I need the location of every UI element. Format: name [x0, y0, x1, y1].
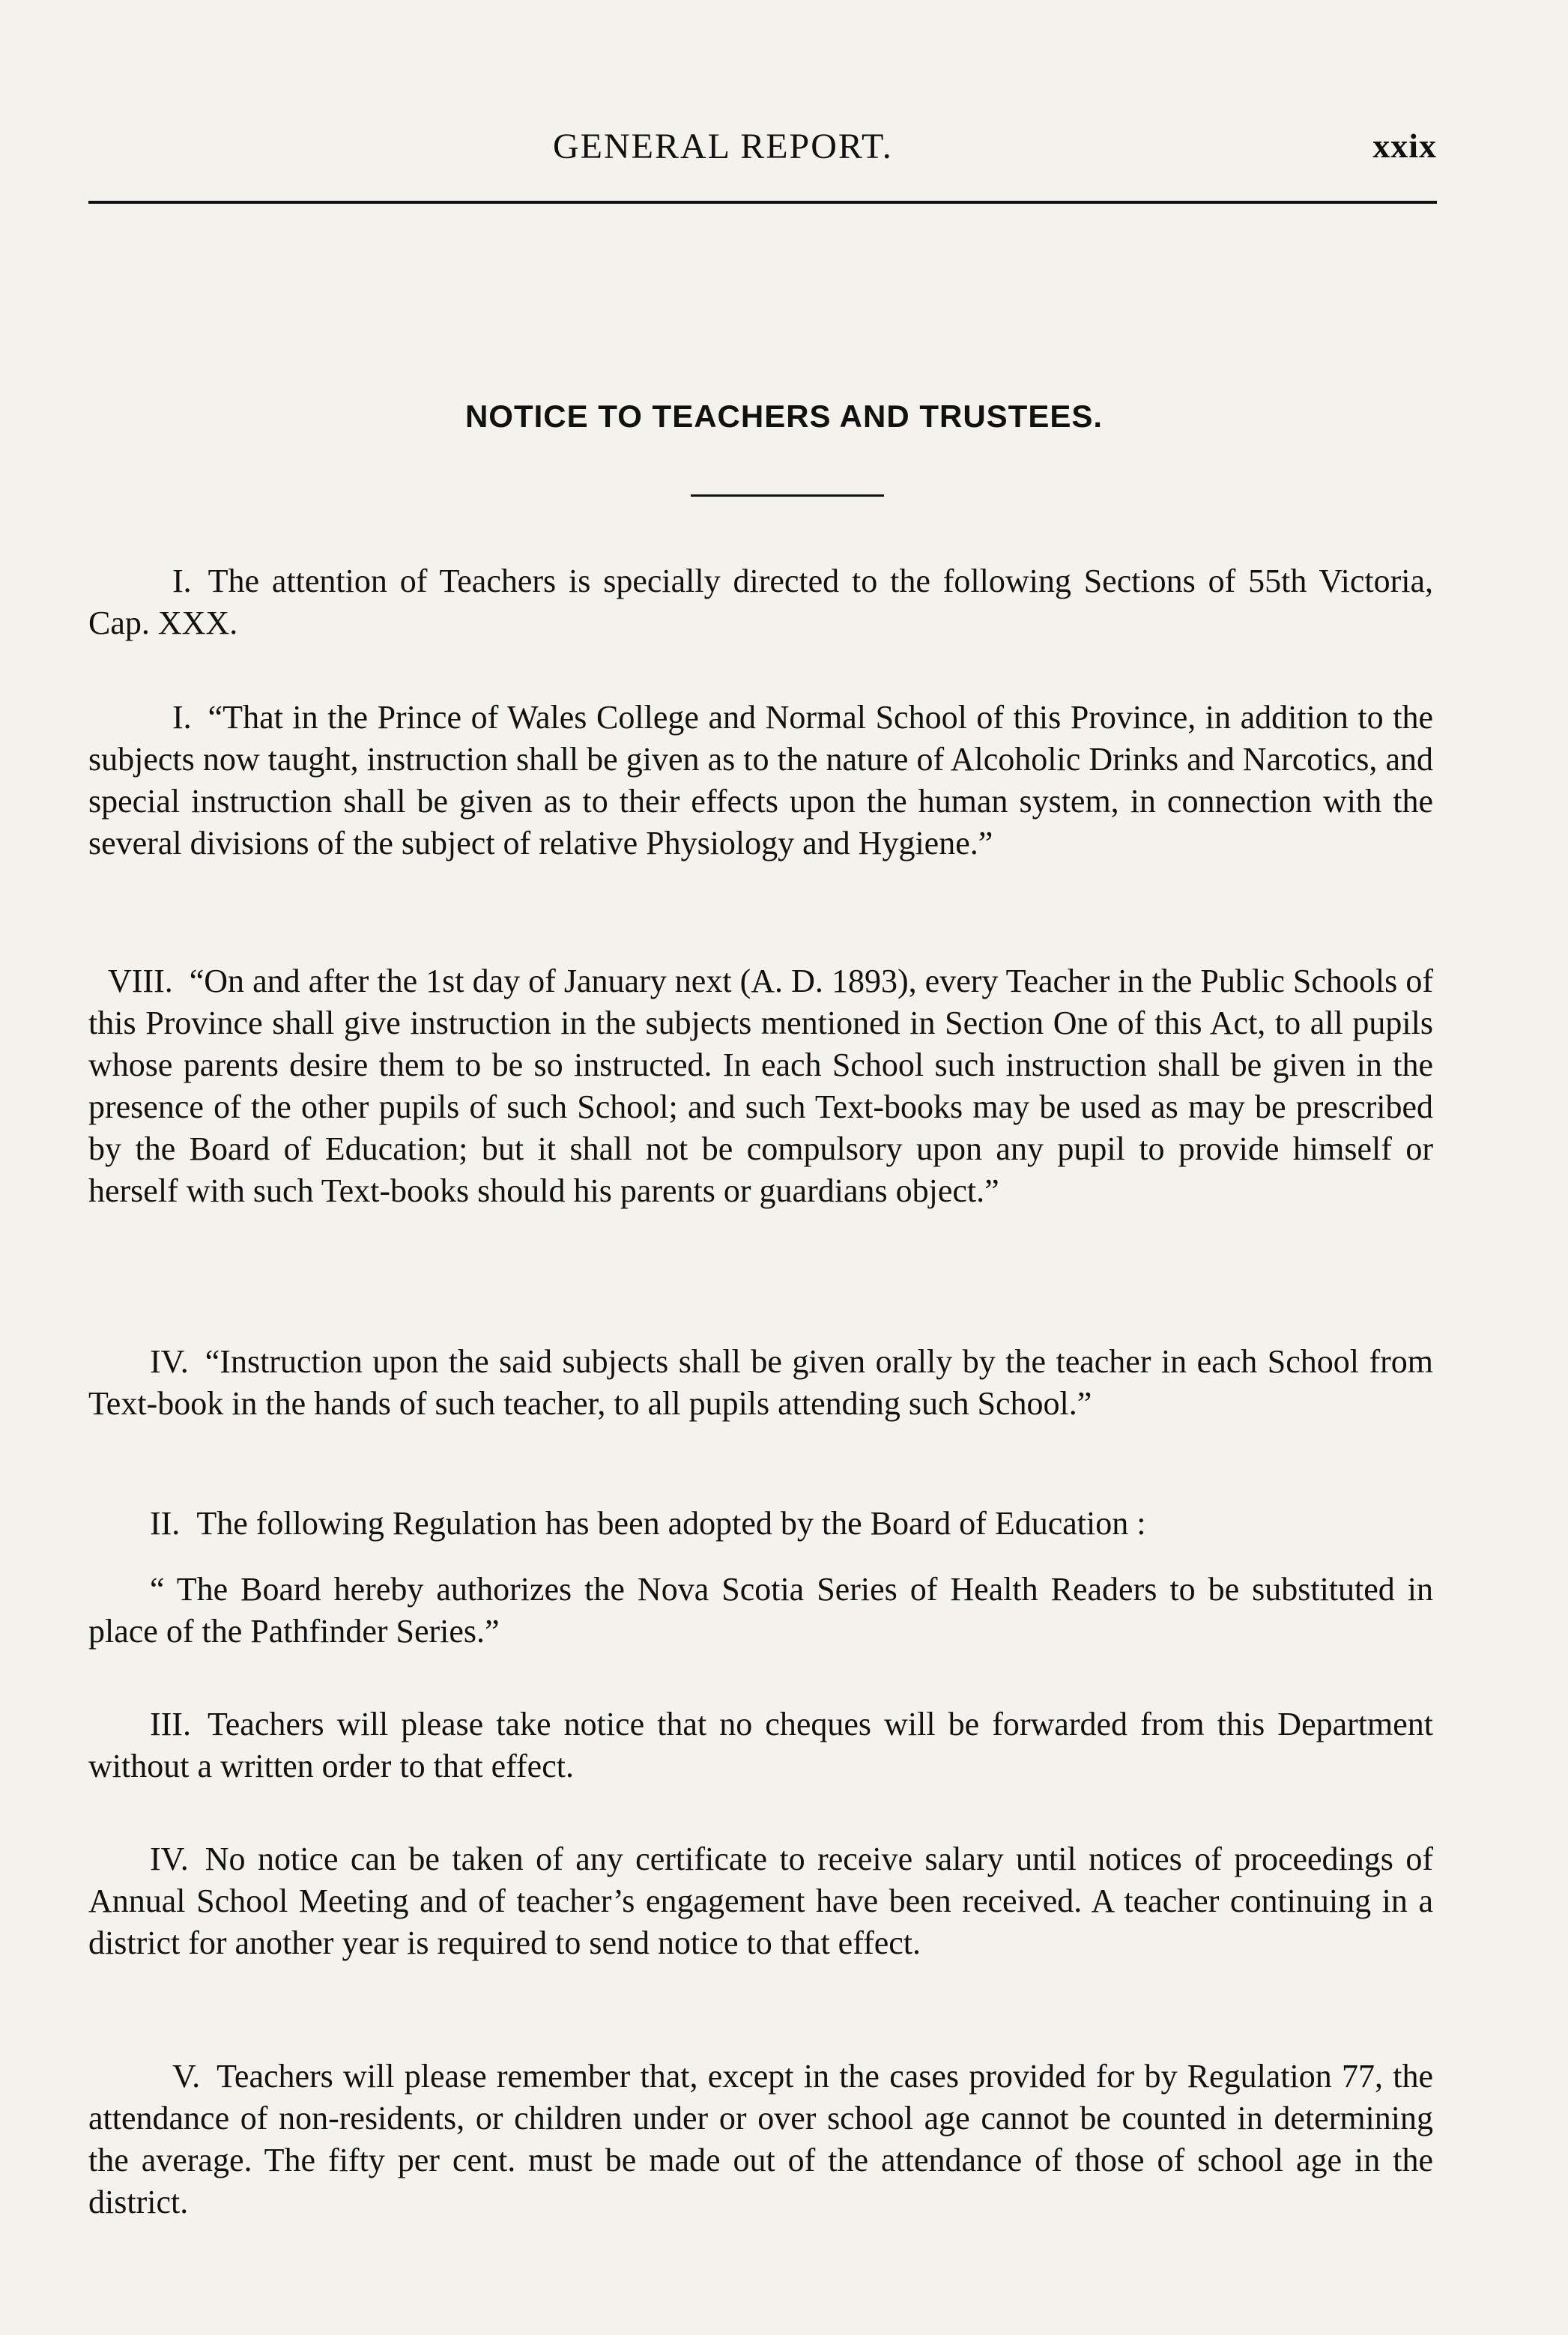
paragraph-9	[88, 2056, 1433, 2223]
paragraph-number: VIII.	[108, 963, 173, 999]
paragraph-8	[88, 1838, 1433, 1964]
running-head	[88, 126, 1437, 178]
title-rule	[691, 494, 884, 497]
paragraph-text: “Instruction upon the said subjects shall be given orally by the teacher in each School from Text-book in the hands of such teacher, to all pupils attending such School.”	[88, 1343, 1433, 1422]
paragraph-5	[88, 1503, 1433, 1545]
paragraph-number: I.	[172, 563, 192, 599]
paragraph-text: No notice can be taken of any certificate to receive salary until notices of proceedings of Annual School Meeting and of teacher’s engagement have been received. A teacher continuing in a district for another year is required to send notice to that effect.	[88, 1841, 1433, 1961]
paragraph-text: The attention of Teachers is specially directed to the following Sections of 55th Victoria, Cap. XXX.	[88, 563, 1433, 641]
paragraph-number: III.	[150, 1706, 191, 1742]
paragraph-text: The following Regulation has been adopted by the Board of Education :	[196, 1505, 1146, 1542]
paragraph-1	[88, 560, 1433, 644]
paragraph-text: Teachers will please take notice that no cheques will be forwarded from this Department without a written order to that effect.	[88, 1706, 1433, 1784]
paragraph-3	[88, 960, 1433, 1212]
paragraph-6	[88, 1569, 1433, 1653]
paragraph-2	[88, 697, 1433, 864]
paragraph-text: “That in the Prince of Wales College and Normal School of this Province, in addition to the subjects now taught, instruction shall be given as to the nature of Alcoholic Drinks and Narcotics, and special instruction shall be given as to their effects upon the human system, in connection with the several divisions of the subject of relative Physiology and Hygiene.”	[88, 699, 1433, 861]
paragraph-number: IV.	[150, 1841, 189, 1877]
paragraph-number: IV.	[150, 1343, 189, 1380]
notice-title: NOTICE TO TEACHERS AND TRUSTEES.	[464, 399, 1104, 434]
paragraph-4	[88, 1341, 1433, 1425]
paragraph-number: I.	[172, 699, 192, 736]
paragraph-number: II.	[150, 1505, 181, 1542]
header-rule	[88, 201, 1437, 204]
paragraph-7	[88, 1703, 1433, 1787]
paragraph-text: Teachers will please remember that, except in the cases provided for by Regulation 77, the attendance of non-residents, or children under or over school age cannot be counted in determining the average. The fifty per cent. must be made out of the attendance of those of school age in the district.	[88, 2058, 1433, 2220]
paragraph-number: V.	[172, 2058, 201, 2095]
running-title: GENERAL REPORT.	[553, 127, 893, 166]
paragraph-text: “On and after the 1st day of January next (A. D. 1893), every Teacher in the Public Schools of this Province shall give instruction in the subjects mentioned in Section One of this Act, to all pupils whose parents desire them to be so instructed. In each School such instruction shall be given in the presence of the other pupils of such School; and such Text-books may be used as may be prescribed by the Board of Education; but it shall not be compulsory upon any pupil to provide himself or herself with such Text-books should his parents or guardians object.”	[88, 963, 1433, 1209]
paragraph-text: “ The Board hereby authorizes the Nova Scotia Series of Health Readers to be substituted in place of the Pathfinder Series.”	[88, 1571, 1433, 1650]
page-number: xxix	[1372, 127, 1437, 165]
